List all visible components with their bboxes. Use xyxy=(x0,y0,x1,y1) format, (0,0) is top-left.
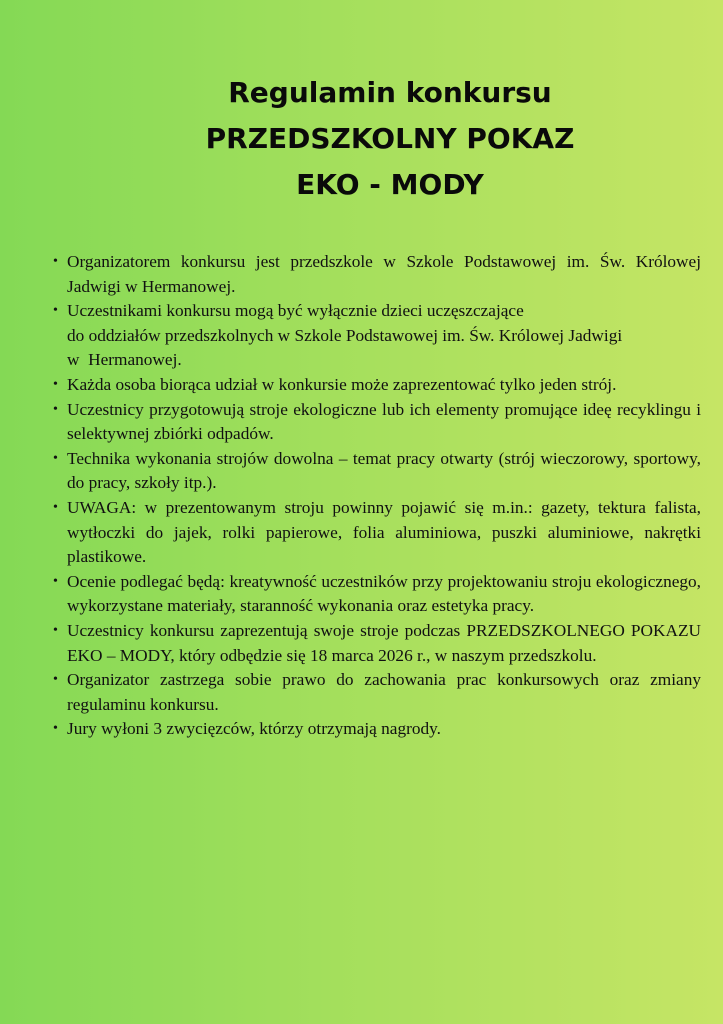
rule-line: • Uczestnikami konkursu mogą być wyłącznie dzieci uczęszczające xyxy=(67,301,524,321)
rules-list xyxy=(50,250,701,742)
rule-line: do oddziałów przedszkolnych w Szkole Podstawowej im. Św. Królowej Jadwigi xyxy=(67,325,623,345)
rule-item: • Każda osoba biorąca udział w konkursie może zaprezentować tylko jeden strój. xyxy=(67,373,701,398)
title-line-1: Regulamin konkursu xyxy=(228,76,552,109)
rule-item: • Uczestnicy przygotowują stroje ekologiczne lub ich elementy promujące ideę recyklingu i selektywnej zbiórki odpadów. xyxy=(67,398,701,447)
rule-item: • Jury wyłoni 3 zwycięzców, którzy otrzymają nagrody. xyxy=(67,717,701,742)
page-title xyxy=(0,70,723,208)
rule-item: • Uczestnicy konkursu zaprezentują swoje stroje podczas PRZEDSZKOLNEGO POKAZU EKO – MODY, który odbędzie się 18 marca 2026 r., w naszym przedszkolu. xyxy=(67,619,701,668)
rule-item: • Organizator zastrzega sobie prawo do zachowania prac konkursowych oraz zmiany regulaminu konkursu. xyxy=(67,668,701,717)
rule-item xyxy=(67,299,701,373)
rule-line: w Hermanowej. xyxy=(67,350,182,370)
rule-item: • Organizatorem konkursu jest przedszkole w Szkole Podstawowej im. Św. Królowej Jadwigi w Hermanowej. xyxy=(67,250,701,299)
title-line-3: EKO - MODY xyxy=(296,168,484,201)
rule-item: • UWAGA: w prezentowanym stroju powinny pojawić się m.in.: gazety, tektura falista, wytłoczki do jajek, rolki papierowe, folia aluminiowa, puszki aluminiowe, nakrętki plastikowe. xyxy=(67,496,701,570)
title-line-2: PRZEDSZKOLNY POKAZ xyxy=(205,122,575,155)
rule-item: • Ocenie podlegać będą: kreatywność uczestników przy projektowaniu stroju ekologicznego, wykorzystane materiały, staranność wykonania oraz estetyka pracy. xyxy=(67,570,701,619)
rule-item: • Technika wykonania strojów dowolna – temat pracy otwarty (strój wieczorowy, sportowy, do pracy, szkoły itp.). xyxy=(67,447,701,496)
